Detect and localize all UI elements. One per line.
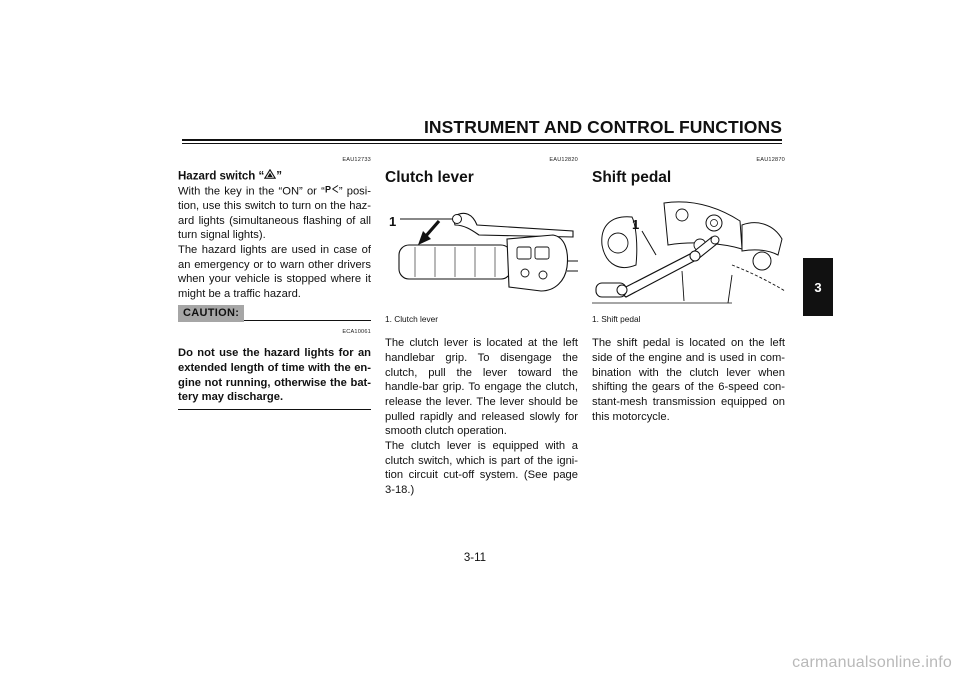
column-clutch-lever xyxy=(385,150,578,498)
header-rule xyxy=(182,139,782,141)
chapter-tab: 3 xyxy=(803,258,833,316)
section-title-shift-pedal: Shift pedal xyxy=(592,168,672,186)
figure-caption: 1. Shift pedal xyxy=(592,314,641,325)
section-title-clutch-lever: Clutch lever xyxy=(385,168,474,186)
clutch-paragraph-2: The clutch lever is equipped with a clutch switch, which is part of the igni-tion circuit cut-off system. (See page 3-18.) xyxy=(385,440,578,497)
lever-body xyxy=(453,214,573,238)
caution-ref-code: ECA10061 xyxy=(342,329,371,336)
svg-text:P: P xyxy=(324,184,331,194)
caution-text: Do not use the hazard lights for an extended length of time with the en-gine not running, otherwise the bat-tery may discharge. xyxy=(178,347,371,404)
figure-callout-number: 1 xyxy=(389,214,397,230)
ref-code: EAU12733 xyxy=(342,157,371,163)
column-shift-pedal xyxy=(592,150,785,424)
hazard-switch-heading xyxy=(178,169,371,184)
caution-header xyxy=(178,305,371,323)
caution-rule xyxy=(244,320,371,321)
watermark: carmanualsonline.info xyxy=(792,654,952,671)
hazard-triangle-icon xyxy=(264,169,276,184)
clutch-lever-illustration xyxy=(385,195,578,310)
figure-caption: 1. Clutch lever xyxy=(385,314,439,325)
page-header-title: INSTRUMENT AND CONTROL FUNCTIONS xyxy=(423,117,782,137)
park-position-icon xyxy=(325,184,339,199)
column-hazard-switch xyxy=(178,150,371,410)
switch-housing xyxy=(507,235,567,291)
figure-callout-number: 1 xyxy=(632,217,640,233)
clutch-paragraph-1: The clutch lever is located at the left handlebar grip. To disengage the clutch, pull the lever toward the handle-bar grip. To engage the clutch, release the lever. The lever should be pulled rapidly and released slowly for smooth clutch operation. xyxy=(385,337,578,438)
caution-end-rule xyxy=(178,409,371,410)
page-number: 3-11 xyxy=(463,552,487,564)
shift-pedal-paragraph: The shift pedal is located on the left side of the engine and is used in com-bination with the clutch lever when shifting the gears of the 6-speed con-stant-mesh transmission equipped on this motorcycle. xyxy=(592,337,785,423)
ref-code: EAU12870 xyxy=(756,157,785,163)
callout-leader xyxy=(642,231,656,255)
heading-text-before: Hazard switch “ xyxy=(178,170,265,183)
caution-label: CAUTION: xyxy=(178,305,244,323)
header-rule-thin xyxy=(182,143,782,144)
hazard-paragraph-1: With the key in the “ON” or “ P ” posi-tion, use this switch to turn on the haz-ard lights (simultaneous flashing of all turn signal lights). xyxy=(178,184,371,242)
hazard-paragraph-2: The hazard lights are used in case of an emergency or to warn other drivers when your vehicle is stopped where it might be a traffic hazard. xyxy=(178,243,371,301)
pull-arrow-icon xyxy=(425,221,439,237)
shift-pedal-illustration xyxy=(592,195,785,310)
lever-tip xyxy=(453,215,462,224)
ref-code: EAU12820 xyxy=(549,157,578,163)
heading-text-after: ” xyxy=(276,170,283,183)
